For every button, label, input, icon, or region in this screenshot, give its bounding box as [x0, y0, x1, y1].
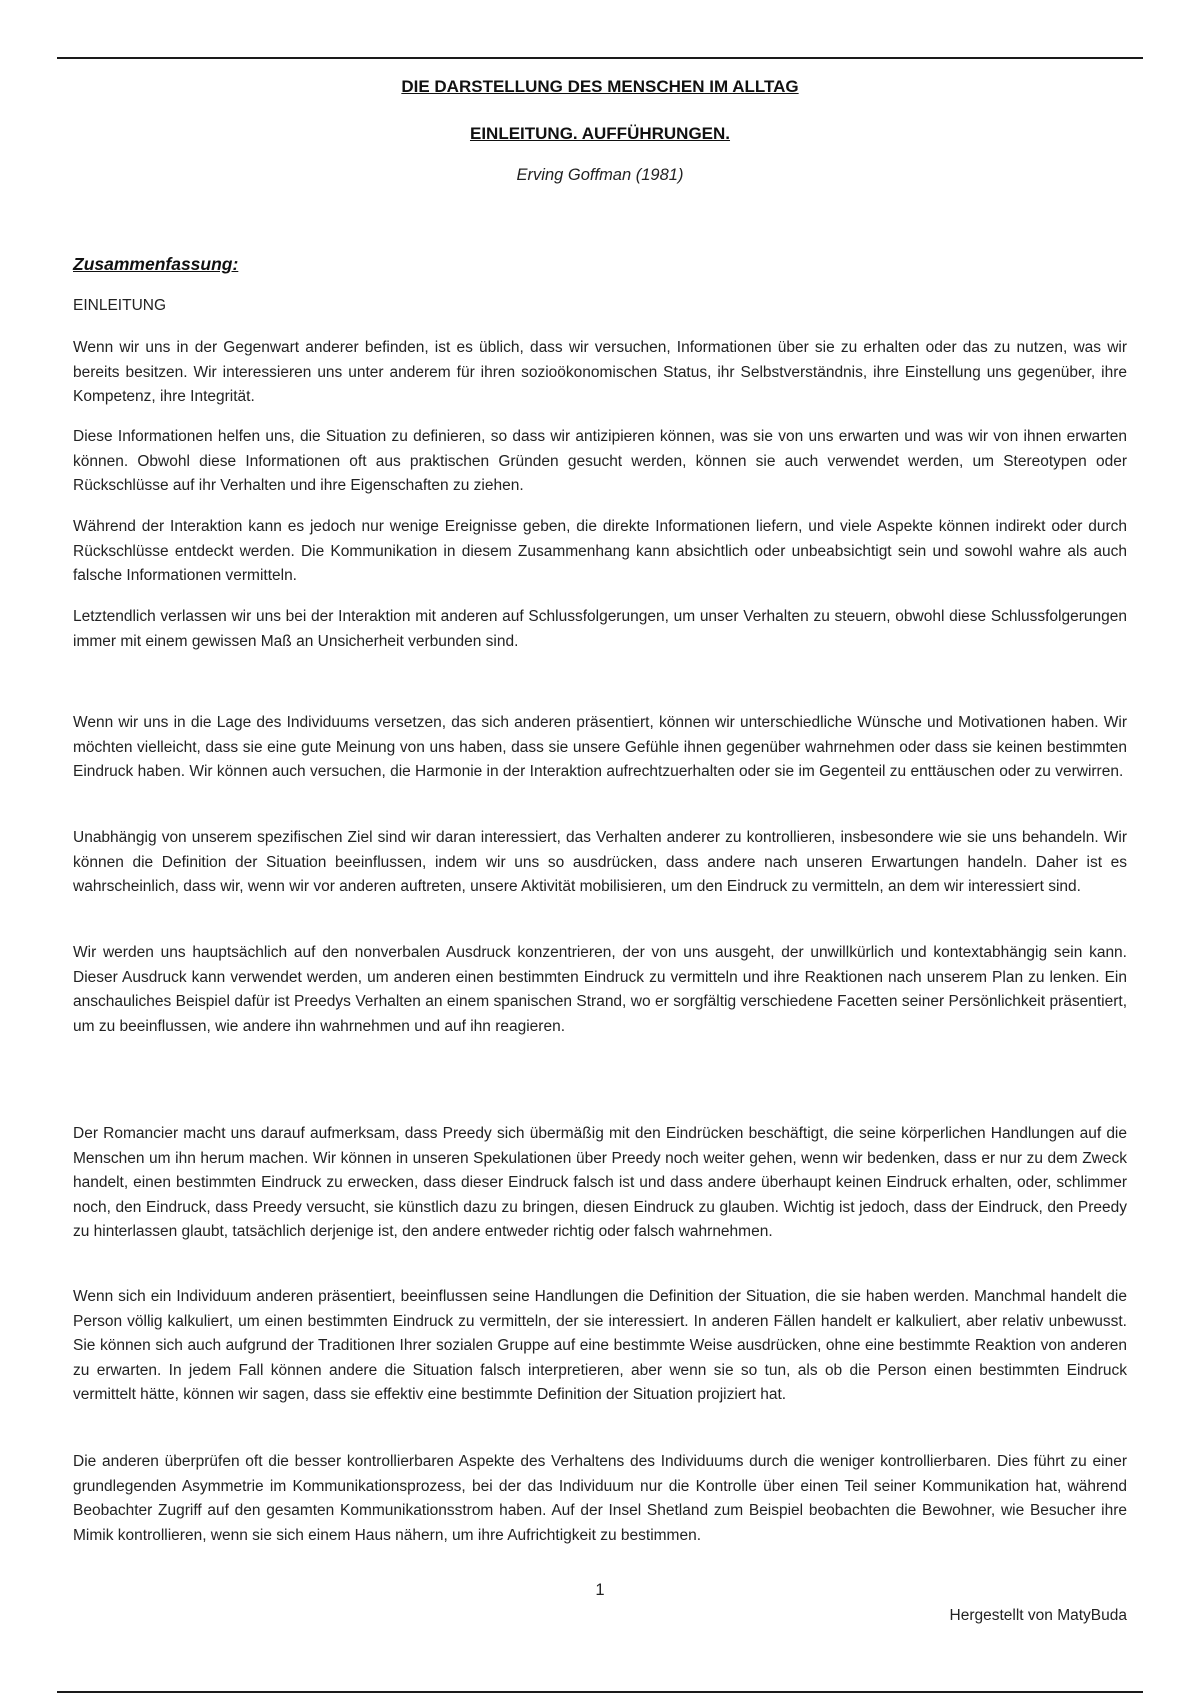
document-author: Erving Goffman (1981) — [516, 166, 684, 184]
document-title: DIE DARSTELLUNG DES MENSCHEN IM ALLTAG — [401, 77, 799, 96]
paragraph-8: Der Romancier macht uns darauf aufmerksam, dass Preedy sich übermäßig mit den Eindrücken beschäftigt, die seine körperlichen Handlungen auf die Menschen um ihn herum machen. Wir können in unseren Spekulationen über Preedy noch weiter gehen, wenn wir bedenken, dass er nur zu dem Zweck handelt, einen bestimmten Eindruck zu erwecken, dass dieser Eindruck falsch ist und dass andere überhaupt keinen Eindruck erhalten, oder, schlimmer noch, den Eindruck, dass Preedy versucht, sie künstlich dazu zu bringen, diesen Eindruck zu glauben. Wichtig ist jedoch, dass der Eindruck, den Preedy zu hinterlassen glaubt, tatsächlich derjenige ist, den andere entweder richtig oder falsch wahrnehmen. — [73, 1125, 1127, 1240]
paragraph-10: Die anderen überprüfen oft die besser kontrollierbaren Aspekte des Verhaltens des Individuums durch die weniger kontrollierbaren. Dies führt zu einer grundlegenden Asymmetrie im Kommunikationsprozess, bei der das Individuum nur die Kontrolle über einen Teil seiner Kommunikation hat, während Beobachter Zugriff auf den gesamten Kommunikationsstrom haben. Auf der Insel Shetland zum Beispiel beobachten die Bewohner, wie Besucher ihre Mimik kontrollieren, wenn sie sich einem Haus nähern, um ihre Aufrichtigkeit zu bestimmen. — [73, 1453, 1127, 1544]
paragraph-1: Wenn wir uns in der Gegenwart anderer befinden, ist es üblich, dass wir versuchen, Informationen über sie zu erhalten oder das zu nutzen, was wir bereits besitzen. Wir interessieren uns unter anderem für ihren sozioökonomischen Status, ihr Selbstverständnis, ihre Einstellung uns gegenüber, ihre Kompetenz, ihre Integrität. — [73, 339, 1127, 405]
summary-heading: Zusammenfassung: — [73, 254, 239, 274]
top-divider — [57, 57, 1143, 59]
paragraph-2: Diese Informationen helfen uns, die Situation zu definieren, so dass wir antizipieren können, was sie von uns erwarten und was wir von ihnen erwarten können. Obwohl diese Informationen oft aus praktischen Gründen gesucht werden, können sie auch verwendet werden, um Stereotypen oder Rückschlüsse auf ihr Verhalten und ihre Eigenschaften zu ziehen. — [73, 428, 1127, 494]
paragraph-4: Letztendlich verlassen wir uns bei der Interaktion mit anderen auf Schlussfolgerungen, um unser Verhalten zu steuern, obwohl diese Schlussfolgerungen immer mit einem gewissen Maß an Unsicherheit verbunden sind. — [73, 608, 1127, 650]
footer-credit: Hergestellt von MatyBuda — [949, 1607, 1127, 1624]
paragraph-6: Unabhängig von unserem spezifischen Ziel sind wir daran interessiert, das Verhalten anderer zu kontrollieren, insbesondere wie sie uns behandeln. Wir können die Definition der Situation beeinflussen, indem wir uns so ausdrücken, dass andere nach unseren Erwartungen handeln. Daher ist es wahrscheinlich, dass wir, wenn wir vor anderen auftreten, unsere Aktivität mobilisieren, um den Eindruck zu vermitteln, an dem wir interessiert sind. — [73, 829, 1127, 895]
paragraph-3: Während der Interaktion kann es jedoch nur wenige Ereignisse geben, die direkte Informationen liefern, und viele Aspekte können indirekt oder durch Rückschlüsse entdeckt werden. Die Kommunikation in diesem Zusammenhang kann absichtlich oder unbeabsichtigt sein und sowohl wahre als auch falsche Informationen vermitteln. — [73, 518, 1127, 584]
section-label: EINLEITUNG — [73, 297, 167, 314]
bottom-divider — [57, 1691, 1143, 1693]
document-subtitle: EINLEITUNG. AUFFÜHRUNGEN. — [469, 124, 731, 143]
page-number: 1 — [595, 1581, 605, 1599]
paragraph-7: Wir werden uns hauptsächlich auf den nonverbalen Ausdruck konzentrieren, der von uns ausgeht, der unwillkürlich und kontextabhängig sein kann. Dieser Ausdruck kann verwendet werden, um anderen einen bestimmten Eindruck zu vermitteln und ihre Reaktionen nach unserem Plan zu lenken. Ein anschauliches Beispiel dafür ist Preedys Verhalten an einem spanischen Strand, wo er sorgfältig verschiedene Facetten seiner Persönlichkeit präsentiert, um zu beeinflussen, wie andere ihn wahrnehmen und auf ihn reagieren. — [73, 944, 1127, 1035]
paragraph-9: Wenn sich ein Individuum anderen präsentiert, beeinflussen seine Handlungen die Definition der Situation, die sie haben werden. Manchmal handelt die Person völlig kalkuliert, um einen bestimmten Eindruck zu vermitteln, der sie interessiert. In anderen Fällen handelt er kalkuliert, aber relativ unbewusst. Sie können sich auch aufgrund der Traditionen Ihrer sozialen Gruppe auf eine bestimmte Weise ausdrücken, ohne eine bestimmte Reaktion von anderen zu erwarten. In jedem Fall können andere die Situation falsch interpretieren, aber wenn sie so tun, als ob die Person einen bestimmten Eindruck vermittelt hätte, können wir sagen, dass sie effektiv eine bestimmte Definition der Situation projiziert hat. — [73, 1288, 1127, 1403]
paragraph-5: Wenn wir uns in die Lage des Individuums versetzen, das sich anderen präsentiert, können wir unterschiedliche Wünsche und Motivationen haben. Wir möchten vielleicht, dass sie eine gute Meinung von uns haben, dass sie unsere Gefühle ihnen gegenüber wahrnehmen oder dass sie keinen bestimmten Eindruck haben. Wir können auch versuchen, die Harmonie in der Interaktion aufrechtzuerhalten oder sie im Gegenteil zu enttäuschen oder zu verwirren. — [73, 714, 1127, 780]
